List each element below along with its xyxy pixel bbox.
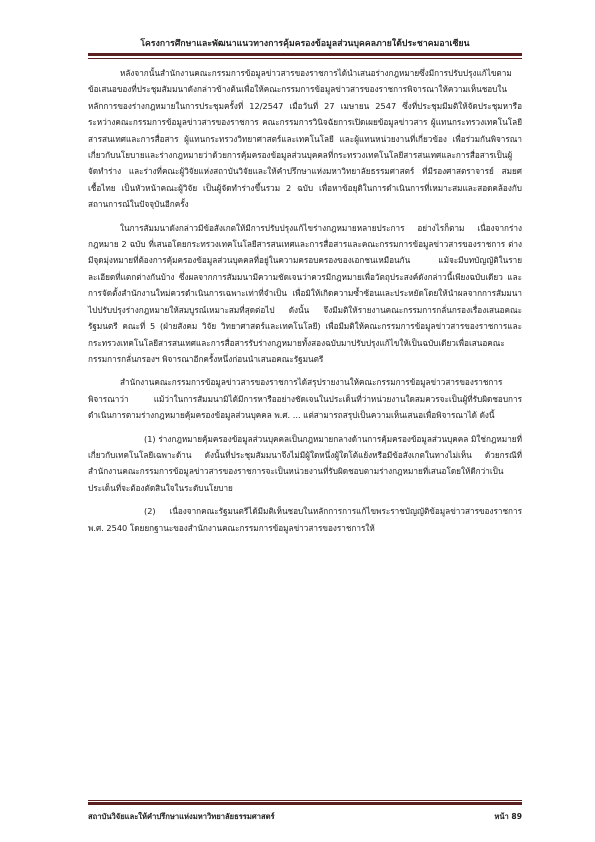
body-paragraph: สำนักงานคณะกรรมการข้อมูลข่าวสารของราชการได้สรุปรายงานให้คณะกรรมการข้อมูลข่าวสารของราชการพิจารณาว่า แม้ว่าในการสัมมนามิได้มีการหารืออย่างชัดเจนในประเด็นที่ว่าหน่วยงานใดสมควรจะเป็นผู้ที่รับผิดชอบการดำเนินการตามร่างกฎหมายคุ้มครองข้อมูลส่วนบุคคล พ.ศ. ... แต่สามารถสรุปเป็นความเห็นเสนอเพื่อพิจารณาได้ ดังนี้ <box>88 377 522 421</box>
header-rule-thin <box>88 58 522 59</box>
footer-rule-thin <box>88 800 522 801</box>
page-header-title: โครงการศึกษาและพัฒนาแนวทางการคุ้มครองข้อมูลส่วนบุคคลภายใต้ประชาคมอาเซียน <box>140 39 470 49</box>
footer-rule-thick <box>88 802 522 805</box>
body-paragraph-list-item: (2) เนื่องจากคณะรัฐมนตรีได้มีมติเห็นชอบในหลักการการแก้ไขพระราชบัญญัติข้อมูลข่าวสารของราชการ พ.ศ. 2540 โดยยกฐานะของสำนักงานคณะกรรมการข้อมูลข่าวสารของราชการให้ <box>88 506 522 533</box>
footer-institution: สถาบันวิจัยและให้คำปรึกษาแห่งมหาวิทยาลัยธรรมศาสตร์ <box>88 812 275 821</box>
body-paragraph-list-item: (1) ร่างกฎหมายคุ้มครองข้อมูลส่วนบุคคลเป็นกฎหมายกลางด้านการคุ้มครองข้อมูลส่วนบุคคล มิใช่กฎหมายที่เกี่ยวกับเทคโนโลยีเฉพาะด้าน ดังนั้นที่ประชุมสัมมนาจึงไม่มีผู้ใดหนึ่งผู้ใดโต้แย้งหรือมีข้อสังเกตในทางไม่เห็น ด้วยกรณีที่สำนักงานคณะกรรมการข้อมูลข่าวสารของราชการจะเป็นหน่วยงานที่รับผิดชอบตามร่างกฎหมายที่เสนอโดยให้ดีกว่าเป็นประเด็นที่จะต้องตัดสินใจในระดับนโยบาย <box>88 433 522 493</box>
document-body <box>88 65 522 543</box>
body-paragraph: หลังจากนั้นสำนักงานคณะกรรมการข้อมูลข่าวสารของราชการได้นำเสนอร่างกฎหมายซึ่งมีการปรับปรุงแก้ไขตามข้อเสนอของที่ประชุมสัมมนาดังกล่าวข้างต้นเพื่อให้คณะกรรมการข้อมูลข่าวสารของราชการพิจารณาให้ความเห็นชอบในหลักการของร่างกฎหมายในการประชุมครั้งที่ 12/2547 เมื่อวันที่ 27 เมษายน 2547 ซึ่งที่ประชุมมีมติให้จัดประชุมหารือระหว่างคณะกรรมการข้อมูลข่าวสารของราชการ คณะกรรมการวินิจฉัยการเปิดเผยข้อมูลข่าวสาร ผู้แทนกระทรวงเทคโนโลยีสารสนเทศและการสื่อสาร ผู้แทนกระทรวงวิทยาศาสตร์และเทคโนโลยี และผู้แทนหน่วยงานที่เกี่ยวข้อง เพื่อร่วมกันพิจารณาเกี่ยวกับนโยบายและร่างกฎหมายว่าด้วยการคุ้มครองข้อมูลส่วนบุคคลที่กระทรวงเทคโนโลยีสารสนเทศและการสื่อสารเป็นผู้จัดทำร่าง และร่างที่คณะผู้วิจัยแห่งสถาบันวิจัยและให้คำปรึกษาแห่งมหาวิทยาลัยธรรมศาสตร์ ที่มีรองศาสตราจารย์ สมยศ เชื้อไทย เป็นหัวหน้าคณะผู้วิจัย เป็นผู้จัดทำร่างขึ้นรวม 2 ฉบับ เพื่อหาข้อยุติในการดำเนินการที่เหมาะสมและสอดคล้องกับสถานการณ์ในปัจจุบันอีกครั้ง <box>88 68 522 210</box>
body-paragraph: ในการสัมมนาดังกล่าวมีข้อสังเกตให้มีการปรับปรุงแก้ไขร่างกฎหมายหลายประการ อย่างไรก็ตาม เนื่องจากร่างกฎหมาย 2 ฉบับ ที่เสนอโดยกระทรวงเทคโนโลยีสารสนเทศและการสื่อสารและคณะกรรมการข้อมูลข่าวสารของราชการ ต่างมีจุดมุ่งหมายที่ต้องการคุ้มครองข้อมูลส่วนบุคคลที่อยู่ในความครอบครองของเอกชนเหมือนกัน แม้จะมีบทบัญญัติในรายละเอียดที่แตกต่างกันบ้าง ซึ่งผลจากการสัมมนามีความชัดเจนว่าควรมีกฎหมายเพื่อวัตถุประสงค์ดังกล่าวนี้เพียงฉบับเดียว และการจัดตั้งสำนักงานใหม่ควรดำเนินการเฉพาะเท่าที่จำเป็น เพื่อมิให้เกิดความซ้ำซ้อนและประหยัดโดยให้นำผลจากการสัมมนาไปปรับปรุงร่างกฎหมายให้สมบูรณ์เหมาะสมที่สุดต่อไป ดังนั้น จึงมีมติให้รายงานคณะกรรมการกลั่นกรองเรื่องเสนอคณะรัฐมนตรี คณะที่ 5 (ฝ่ายสังคม วิจัย วิทยาศาสตร์และเทคโนโลยี) เพื่อมีมติให้คณะกรรมการข้อมูลข่าวสารของราชการและกระทรวงเทคโนโลยีสารสนเทศและการสื่อสารรับร่างกฎหมายทั้งสองฉบับมาปรับปรุงแก้ไขให้เป็นฉบับเดียวเพื่อเสนอคณะกรรมการกลั่นกรองฯ พิจารณาอีกครั้งหนึ่งก่อนนำเสนอคณะรัฐมนตรี <box>88 222 522 364</box>
header-rule-thick <box>88 53 522 56</box>
page-number: หน้า 89 <box>494 812 522 821</box>
